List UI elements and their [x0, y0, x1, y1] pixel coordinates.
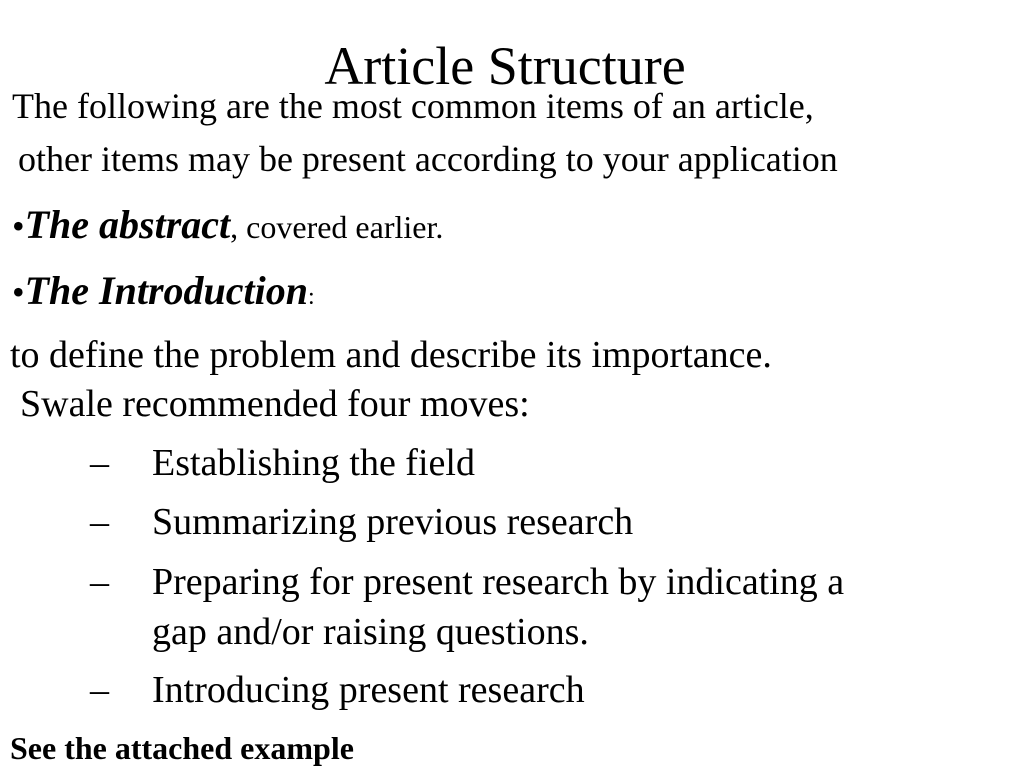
- intro-line-1: The following are the most common items of an article,: [12, 86, 814, 126]
- move-text: Preparing for present research by indicating a: [152, 561, 845, 603]
- bullet-marker: •: [12, 206, 25, 246]
- bullet-abstract: [12, 202, 443, 250]
- move-text: Summarizing previous research: [152, 501, 634, 543]
- slide-title: Article Structure: [324, 36, 686, 96]
- intro-line-2: other items may be present according to your application: [18, 139, 838, 179]
- definition-line-1: to define the problem and describe its importance.: [10, 334, 772, 376]
- bullet-description: :: [308, 284, 315, 310]
- bullet-marker: •: [12, 272, 25, 312]
- dash-marker: –: [90, 501, 109, 543]
- move-text: Introducing present research: [152, 669, 585, 711]
- bullet-term: The Introduction: [24, 268, 309, 313]
- dash-marker: –: [90, 442, 109, 484]
- definition-line-2: Swale recommended four moves:: [20, 383, 530, 425]
- bullet-introduction: [12, 268, 315, 320]
- bullet-term: The abstract: [24, 202, 231, 247]
- dash-marker: –: [90, 669, 109, 711]
- move-text: Establishing the field: [152, 442, 475, 484]
- dash-marker: –: [90, 561, 109, 603]
- move-text: gap and/or raising questions.: [152, 611, 589, 653]
- bullet-description: , covered earlier.: [230, 209, 444, 245]
- footer-note: See the attached example: [10, 730, 354, 766]
